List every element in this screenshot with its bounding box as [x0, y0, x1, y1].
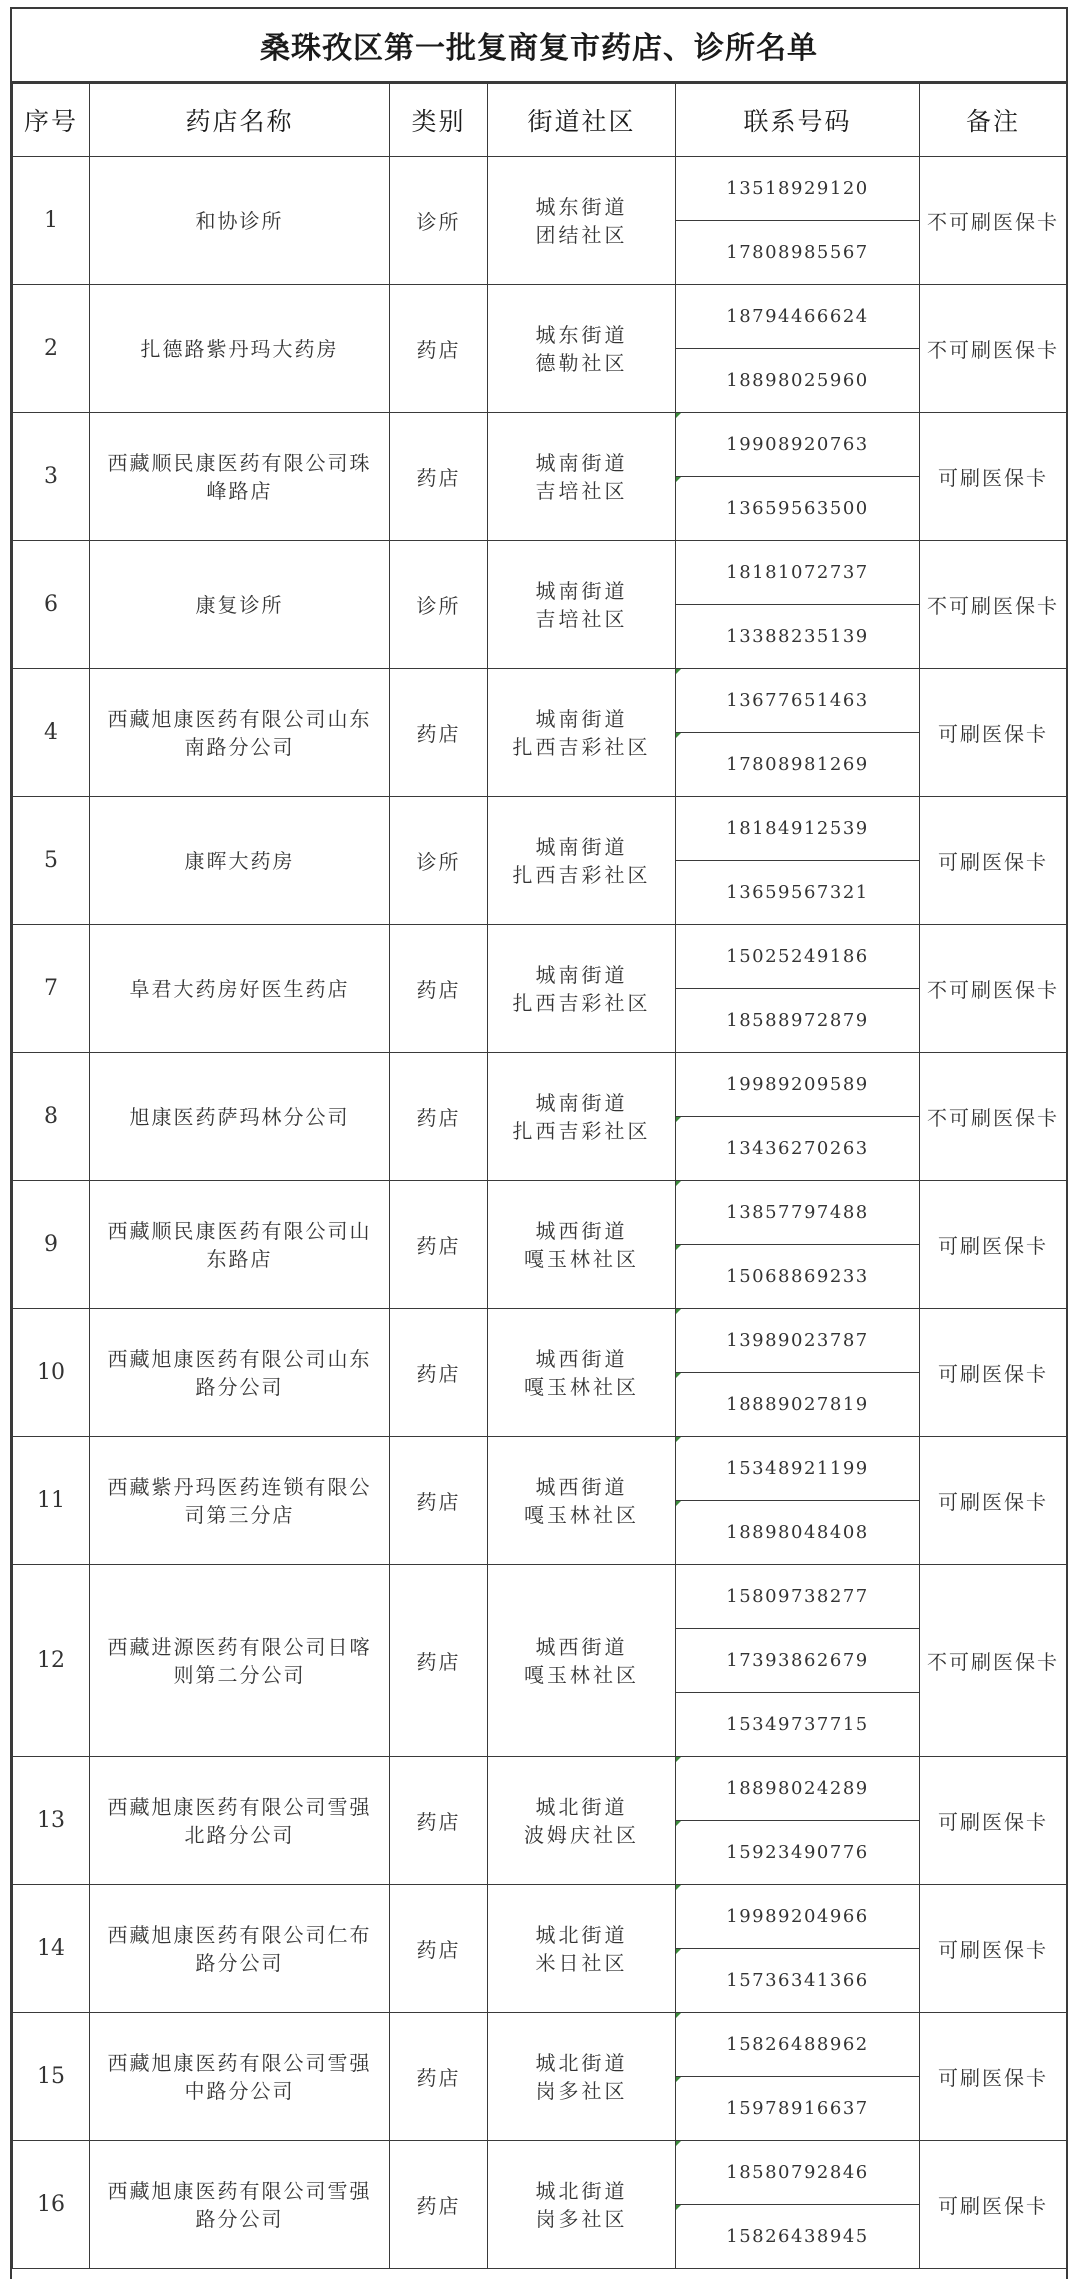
street-community: [488, 1565, 676, 1757]
community-name: 德勒社区: [535, 350, 628, 375]
phone-number: 19908920763: [676, 413, 920, 477]
insurance-note: 可刷医保卡: [920, 669, 1067, 797]
phone-number: 15923490776: [676, 1821, 920, 1885]
category: 药店: [390, 1757, 488, 1885]
row-number: 4: [13, 669, 90, 797]
street-community: [488, 925, 676, 1053]
phone-number: 18898025960: [676, 349, 920, 413]
insurance-note: 可刷医保卡: [920, 1885, 1067, 2013]
community-name: 团结社区: [535, 222, 628, 247]
phone-number: 13659563500: [676, 477, 920, 541]
table-row: [13, 1309, 1067, 1373]
phone-number: 19989204966: [676, 1885, 920, 1949]
street-community: [488, 1885, 676, 2013]
store-name: 西藏旭康医药有限公司雪强路分公司: [90, 2141, 390, 2269]
phone-number: 17808981269: [676, 733, 920, 797]
header-cell: 备注: [920, 84, 1067, 157]
street-community: [488, 413, 676, 541]
phone-number: 15809738277: [676, 1565, 920, 1629]
row-number: 14: [13, 1885, 90, 2013]
street-name: 城东街道: [535, 322, 628, 347]
street-community: [488, 2013, 676, 2141]
community-name: 扎西吉彩社区: [512, 862, 651, 887]
store-name: 西藏顺民康医药有限公司珠峰路店: [90, 413, 390, 541]
street-name: 城北街道: [535, 2050, 628, 2075]
row-number: 7: [13, 925, 90, 1053]
category: 药店: [390, 413, 488, 541]
category: 药店: [390, 1437, 488, 1565]
store-name: 西藏旭康医药有限公司山东路分公司: [90, 1309, 390, 1437]
street-community: [488, 285, 676, 413]
street-name: 城南街道: [535, 578, 628, 603]
header-cell: 街道社区: [488, 84, 676, 157]
street-name: 城北街道: [535, 2178, 628, 2203]
document-frame: [10, 7, 1068, 2279]
phone-number: 18580792846: [676, 2141, 920, 2205]
phone-number: 18794466624: [676, 285, 920, 349]
table-row: [13, 1053, 1067, 1117]
phone-number: 15025249186: [676, 925, 920, 989]
phone-number: 15068869233: [676, 1245, 920, 1309]
row-number: 6: [13, 541, 90, 669]
header-cell: 序号: [13, 84, 90, 157]
category: 诊所: [390, 797, 488, 925]
category: 药店: [390, 285, 488, 413]
insurance-note: 可刷医保卡: [920, 1437, 1067, 1565]
header-cell: 类别: [390, 84, 488, 157]
community-name: 扎西吉彩社区: [512, 990, 651, 1015]
category: 药店: [390, 1885, 488, 2013]
community-name: 吉培社区: [535, 478, 628, 503]
street-community: [488, 669, 676, 797]
phone-number: 13518929120: [676, 157, 920, 221]
community-name: 嘎玉林社区: [524, 1246, 639, 1271]
street-name: 城南街道: [535, 706, 628, 731]
store-name: 扎德路紫丹玛大药房: [90, 285, 390, 413]
row-number: 11: [13, 1437, 90, 1565]
street-name: 城南街道: [535, 1090, 628, 1115]
insurance-note: 可刷医保卡: [920, 2013, 1067, 2141]
pharmacy-table: [12, 83, 1067, 2269]
phone-number: 13857797488: [676, 1181, 920, 1245]
phone-number: 18184912539: [676, 797, 920, 861]
insurance-note: 不可刷医保卡: [920, 541, 1067, 669]
store-name: 西藏旭康医药有限公司仁布路分公司: [90, 1885, 390, 2013]
table-row: [13, 2013, 1067, 2077]
phone-number: 15348921199: [676, 1437, 920, 1501]
table-row: [13, 669, 1067, 733]
community-name: 嘎玉林社区: [524, 1502, 639, 1527]
table-row: [13, 157, 1067, 221]
category: 诊所: [390, 157, 488, 285]
insurance-note: 不可刷医保卡: [920, 1053, 1067, 1181]
insurance-note: 可刷医保卡: [920, 1757, 1067, 1885]
insurance-note: 不可刷医保卡: [920, 157, 1067, 285]
phone-number: 15826438945: [676, 2205, 920, 2269]
street-name: 城西街道: [535, 1218, 628, 1243]
row-number: 16: [13, 2141, 90, 2269]
table-row: [13, 285, 1067, 349]
insurance-note: 可刷医保卡: [920, 413, 1067, 541]
street-community: [488, 157, 676, 285]
category: 药店: [390, 1181, 488, 1309]
phone-number: 13659567321: [676, 861, 920, 925]
street-community: [488, 1437, 676, 1565]
community-name: 岗多社区: [535, 2206, 628, 2231]
insurance-note: 可刷医保卡: [920, 797, 1067, 925]
insurance-note: 不可刷医保卡: [920, 1565, 1067, 1757]
table-row: [13, 1565, 1067, 1629]
phone-number: 18898024289: [676, 1757, 920, 1821]
row-number: 13: [13, 1757, 90, 1885]
row-number: 8: [13, 1053, 90, 1181]
phone-number: 13436270263: [676, 1117, 920, 1181]
community-name: 扎西吉彩社区: [512, 1118, 651, 1143]
phone-number: 13989023787: [676, 1309, 920, 1373]
phone-number: 15978916637: [676, 2077, 920, 2141]
table-row: [13, 1757, 1067, 1821]
insurance-note: 可刷医保卡: [920, 1309, 1067, 1437]
phone-number: 17808985567: [676, 221, 920, 285]
street-community: [488, 1757, 676, 1885]
category: 药店: [390, 669, 488, 797]
insurance-note: 可刷医保卡: [920, 2141, 1067, 2269]
store-name: 西藏旭康医药有限公司雪强中路分公司: [90, 2013, 390, 2141]
row-number: 5: [13, 797, 90, 925]
community-name: 嘎玉林社区: [524, 1662, 639, 1687]
table-row: [13, 1181, 1067, 1245]
phone-number: 18588972879: [676, 989, 920, 1053]
phone-number: 17393862679: [676, 1629, 920, 1693]
street-name: 城西街道: [535, 1346, 628, 1371]
store-name: 西藏旭康医药有限公司雪强北路分公司: [90, 1757, 390, 1885]
store-name: 西藏进源医药有限公司日喀则第二分公司: [90, 1565, 390, 1757]
insurance-note: 不可刷医保卡: [920, 285, 1067, 413]
street-name: 城南街道: [535, 450, 628, 475]
row-number: 15: [13, 2013, 90, 2141]
row-number: 9: [13, 1181, 90, 1309]
phone-number: 15736341366: [676, 1949, 920, 2013]
table-row: [13, 413, 1067, 477]
store-name: 康复诊所: [90, 541, 390, 669]
header-row: [13, 84, 1067, 157]
community-name: 岗多社区: [535, 2078, 628, 2103]
street-community: [488, 1309, 676, 1437]
row-number: 1: [13, 157, 90, 285]
row-number: 12: [13, 1565, 90, 1757]
table-row: [13, 2141, 1067, 2205]
store-name: 西藏紫丹玛医药连锁有限公司第三分店: [90, 1437, 390, 1565]
store-name: 西藏旭康医药有限公司山东南路分公司: [90, 669, 390, 797]
street-name: 城北街道: [535, 1922, 628, 1947]
community-name: 吉培社区: [535, 606, 628, 631]
phone-number: 18889027819: [676, 1373, 920, 1437]
store-name: 西藏顺民康医药有限公司山东路店: [90, 1181, 390, 1309]
insurance-note: 不可刷医保卡: [920, 925, 1067, 1053]
street-name: 城南街道: [535, 962, 628, 987]
street-name: 城东街道: [535, 194, 628, 219]
phone-number: 19989209589: [676, 1053, 920, 1117]
row-number: 2: [13, 285, 90, 413]
table-body: [13, 157, 1067, 2269]
street-name: 城北街道: [535, 1794, 628, 1819]
table-row: [13, 1437, 1067, 1501]
table-row: [13, 1885, 1067, 1949]
phone-number: 15826488962: [676, 2013, 920, 2077]
table-row: [13, 925, 1067, 989]
category: 药店: [390, 2141, 488, 2269]
table-row: [13, 797, 1067, 861]
category: 药店: [390, 1309, 488, 1437]
street-name: 城西街道: [535, 1634, 628, 1659]
category: 药店: [390, 1053, 488, 1181]
street-community: [488, 2141, 676, 2269]
community-name: 扎西吉彩社区: [512, 734, 651, 759]
phone-number: 18181072737: [676, 541, 920, 605]
row-number: 3: [13, 413, 90, 541]
street-name: 城西街道: [535, 1474, 628, 1499]
community-name: 米日社区: [535, 1950, 628, 1975]
phone-number: 13677651463: [676, 669, 920, 733]
phone-number: 15349737715: [676, 1693, 920, 1757]
street-community: [488, 541, 676, 669]
street-community: [488, 797, 676, 925]
page-title: 桑珠孜区第一批复商复市药店、诊所名单: [12, 9, 1066, 83]
header-cell: 联系号码: [676, 84, 920, 157]
phone-number: 18898048408: [676, 1501, 920, 1565]
insurance-note: 可刷医保卡: [920, 1181, 1067, 1309]
store-name: 和协诊所: [90, 157, 390, 285]
phone-number: 13388235139: [676, 605, 920, 669]
table-row: [13, 541, 1067, 605]
store-name: 阜君大药房好医生药店: [90, 925, 390, 1053]
street-community: [488, 1053, 676, 1181]
row-number: 10: [13, 1309, 90, 1437]
street-community: [488, 1181, 676, 1309]
store-name: 旭康医药萨玛林分公司: [90, 1053, 390, 1181]
street-name: 城南街道: [535, 834, 628, 859]
category: 诊所: [390, 541, 488, 669]
category: 药店: [390, 1565, 488, 1757]
community-name: 嘎玉林社区: [524, 1374, 639, 1399]
header-cell: 药店名称: [90, 84, 390, 157]
community-name: 波姆庆社区: [524, 1822, 639, 1847]
category: 药店: [390, 925, 488, 1053]
category: 药店: [390, 2013, 488, 2141]
store-name: 康晖大药房: [90, 797, 390, 925]
